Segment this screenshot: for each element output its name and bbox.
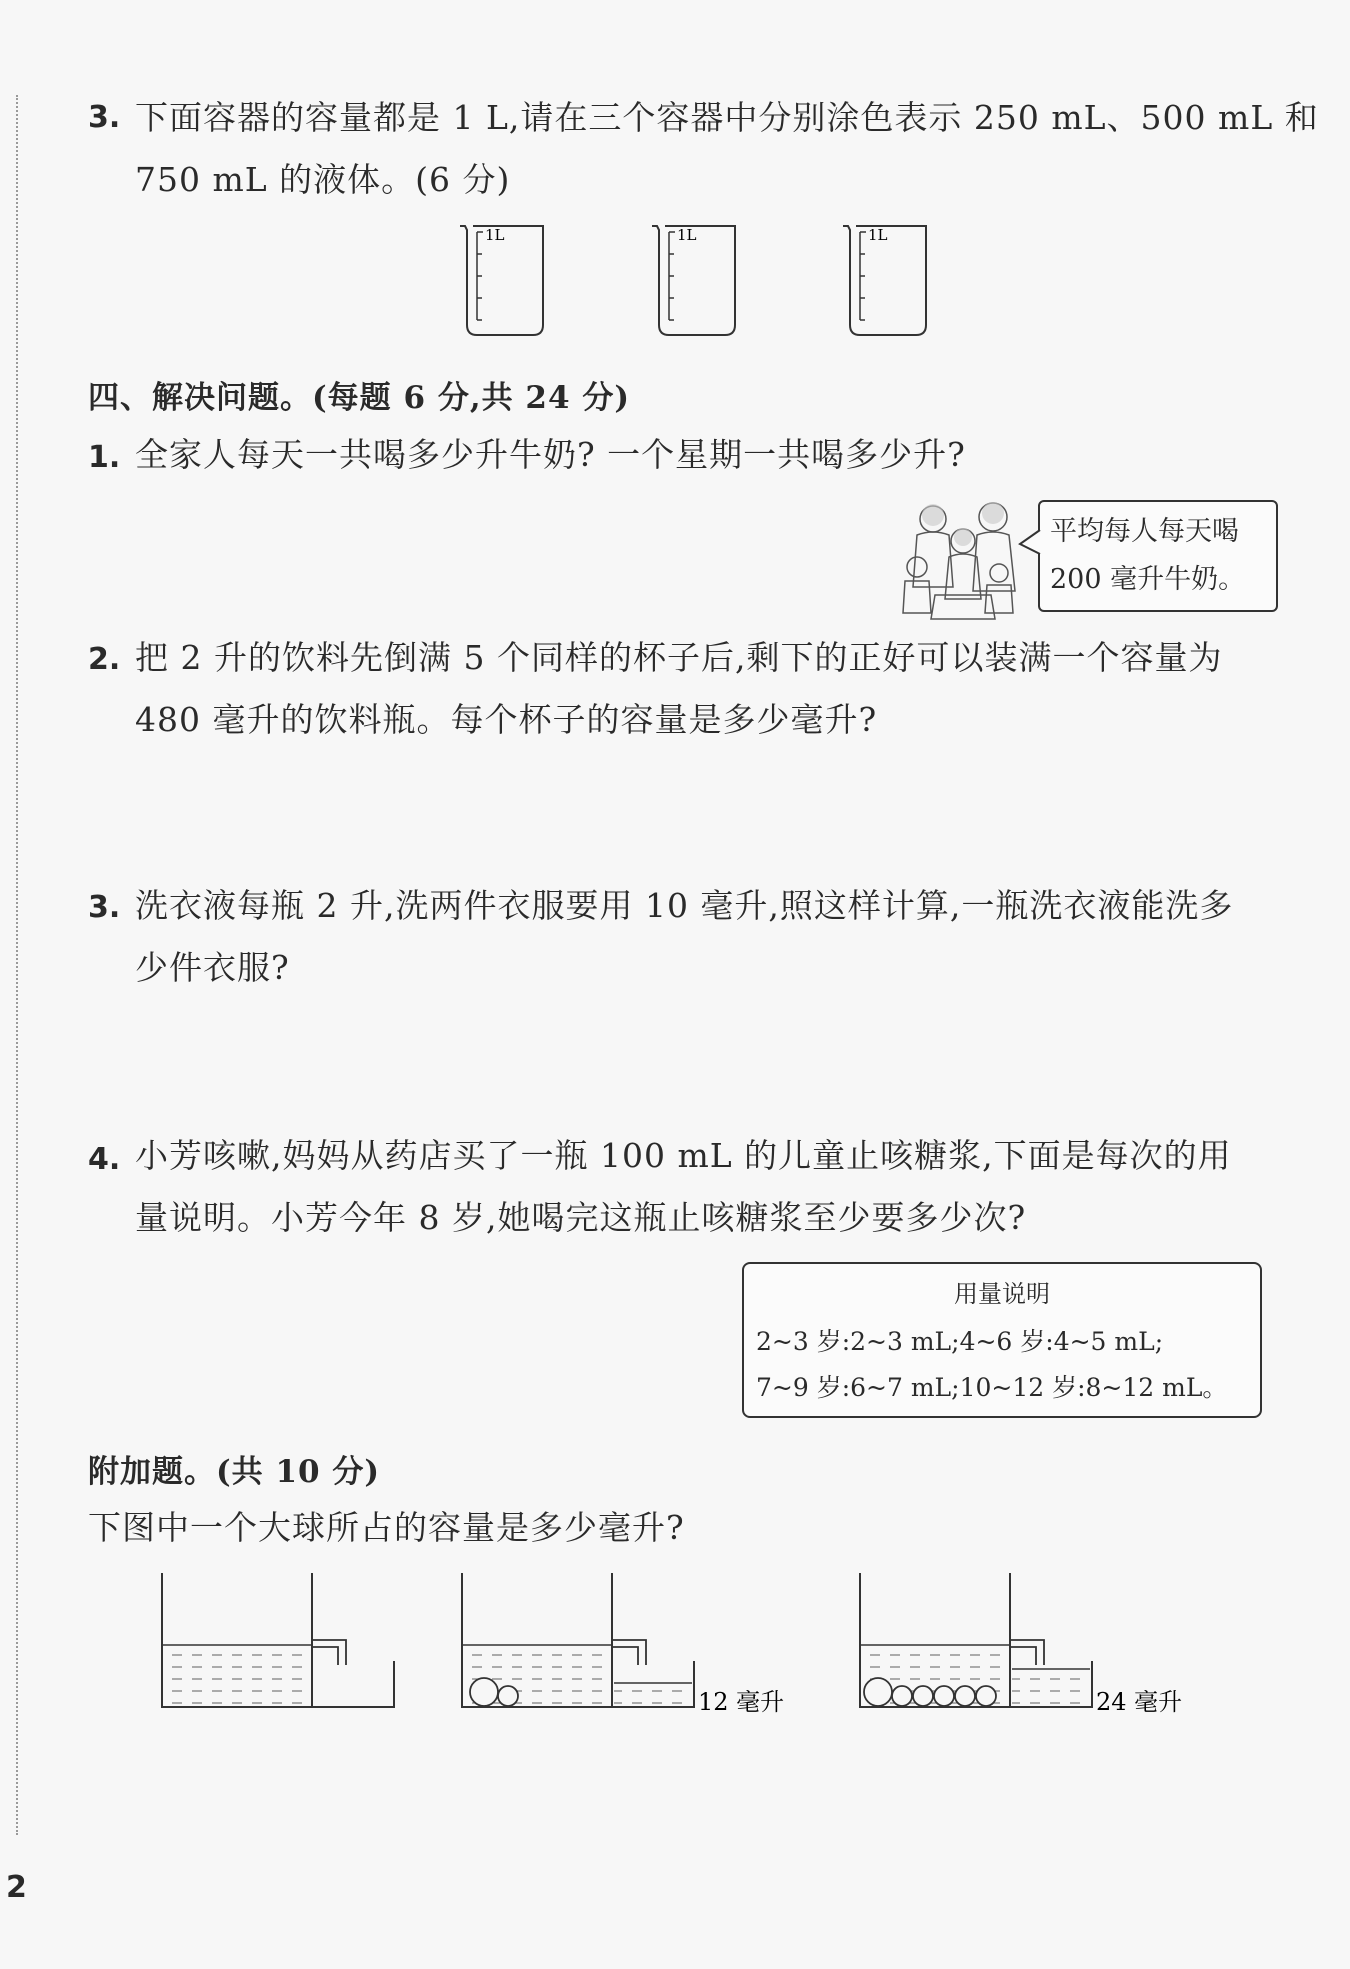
q1-number: 1.	[88, 440, 121, 475]
q2-line1: 把 2 升的饮料先倒满 5 个同样的杯子后,剩下的正好可以装满一个容量为	[135, 638, 1223, 677]
q3-prev-line1: 下面容器的容量都是 1 L,请在三个容器中分别涂色表示 250 mL、500 mL 和	[135, 98, 1319, 137]
dosage-line-2: 7~9 岁:6~7 mL;10~12 岁:8~12 mL。	[756, 1373, 1228, 1402]
binding-margin-line	[16, 95, 18, 1835]
bubble-line-1: 平均每人每天喝	[1050, 516, 1239, 547]
beaker-1-label: 1L	[485, 226, 505, 244]
milk-speech-bubble	[1038, 500, 1278, 612]
big-ball	[470, 1678, 498, 1706]
beaker-1[interactable]	[460, 226, 543, 335]
ball-displacement-figure	[150, 1565, 1210, 1735]
family-illustration	[895, 495, 1030, 625]
right-overflow-label: 24 毫升	[1096, 1688, 1183, 1716]
container-1	[162, 1573, 394, 1707]
q3-line1: 洗衣液每瓶 2 升,洗两件衣服要用 10 毫升,照这样计算,一瓶洗衣液能洗多	[135, 886, 1234, 925]
beaker-3-label: 1L	[868, 226, 888, 244]
small-ball	[498, 1686, 518, 1706]
q3-prev-line2: 750 mL 的液体。(6 分)	[135, 160, 511, 199]
section-heading: 四、解决问题。(每题 6 分,共 24 分)	[88, 380, 631, 416]
small-ball	[976, 1686, 996, 1706]
beaker-2-label: 1L	[677, 226, 697, 244]
q3-prev-number: 3.	[88, 100, 121, 135]
container-3	[860, 1573, 1092, 1707]
beaker-2[interactable]	[652, 226, 735, 335]
q2-number: 2.	[88, 642, 121, 677]
beakers-figure	[455, 220, 935, 340]
dosage-instructions-box	[742, 1262, 1262, 1418]
dosage-line-1: 2~3 岁:2~3 mL;4~6 岁:4~5 mL;	[756, 1327, 1164, 1356]
q3-number: 3.	[88, 890, 121, 925]
beaker-3[interactable]	[843, 226, 926, 335]
q1-text: 全家人每天一共喝多少升牛奶? 一个星期一共喝多少升?	[135, 435, 966, 474]
dosage-title: 用量说明	[954, 1280, 1050, 1308]
big-ball	[864, 1678, 892, 1706]
bubble-tail	[1018, 528, 1042, 558]
q2-line2: 480 毫升的饮料瓶。每个杯子的容量是多少毫升?	[135, 700, 878, 739]
q4-line2: 量说明。小芳今年 8 岁,她喝完这瓶止咳糖浆至少要多少次?	[135, 1198, 1027, 1237]
q3-line2: 少件衣服?	[135, 948, 290, 987]
small-ball	[934, 1686, 954, 1706]
small-ball	[955, 1686, 975, 1706]
container-2	[462, 1573, 694, 1707]
q4-line1: 小芳咳嗽,妈妈从药店买了一瓶 100 mL 的儿童止咳糖浆,下面是每次的用	[135, 1136, 1232, 1175]
bonus-question: 下图中一个大球所占的容量是多少毫升?	[88, 1508, 685, 1547]
q4-number: 4.	[88, 1142, 121, 1177]
small-ball	[913, 1686, 933, 1706]
bubble-line-2: 200 毫升牛奶。	[1050, 564, 1246, 595]
middle-overflow-label: 12 毫升	[698, 1688, 785, 1716]
page-number: 2	[6, 1870, 27, 1905]
bonus-heading: 附加题。(共 10 分)	[88, 1454, 381, 1490]
small-ball	[892, 1686, 912, 1706]
